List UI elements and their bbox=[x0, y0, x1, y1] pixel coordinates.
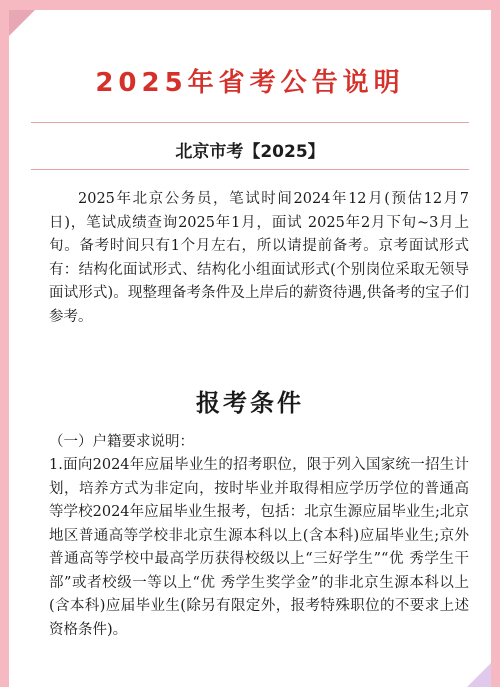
page-subtitle: 北京市考【2025】 bbox=[175, 142, 325, 162]
document-page bbox=[9, 10, 491, 687]
divider-bottom bbox=[31, 169, 469, 170]
section-heading: 报考条件 bbox=[196, 389, 304, 417]
divider-top bbox=[31, 122, 469, 123]
intro-paragraph: 2025年北京公务员，笔试时间2024年12月(预估12月7日)，笔试成绩查询2025年1月，面试 2025年2月下旬~3月上旬。备考时间只有1个月左右，所以请提前备考。京考面试形式有：结构化面试形式、结构化小组面试形式(个别岗位采取无领导面试形式)。现整理备考条件及上岸后的薪资待遇,供备考的宝子们参考。 bbox=[49, 191, 469, 325]
page-title: 2025年省考公告说明 bbox=[95, 68, 405, 98]
corner-decoration bbox=[467, 663, 491, 687]
sub-heading: （一）户籍要求说明： bbox=[49, 434, 194, 450]
requirement-item: 1.面向2024年应届毕业生的招考职位，限于列入国家统一招生计划，培养方式为非定向，按时毕业并取得相应学历学位的普通高等学校2024年应届毕业生报考，包括：北京生源应届毕业生;北京地区普通高等学校非北京生源本科以上(含本科)应届毕业生;京外普通高等学校中最高学历获得校级以上“三好学生”“优 秀学生干部”或者校级一等以上“优 秀学生奖学金”的非北京生源本科以上(含本科)应届毕业生(除另有限定外，报考特殊职位的不要求上述资格条件)。 bbox=[49, 457, 469, 638]
corner-decoration bbox=[9, 10, 35, 36]
